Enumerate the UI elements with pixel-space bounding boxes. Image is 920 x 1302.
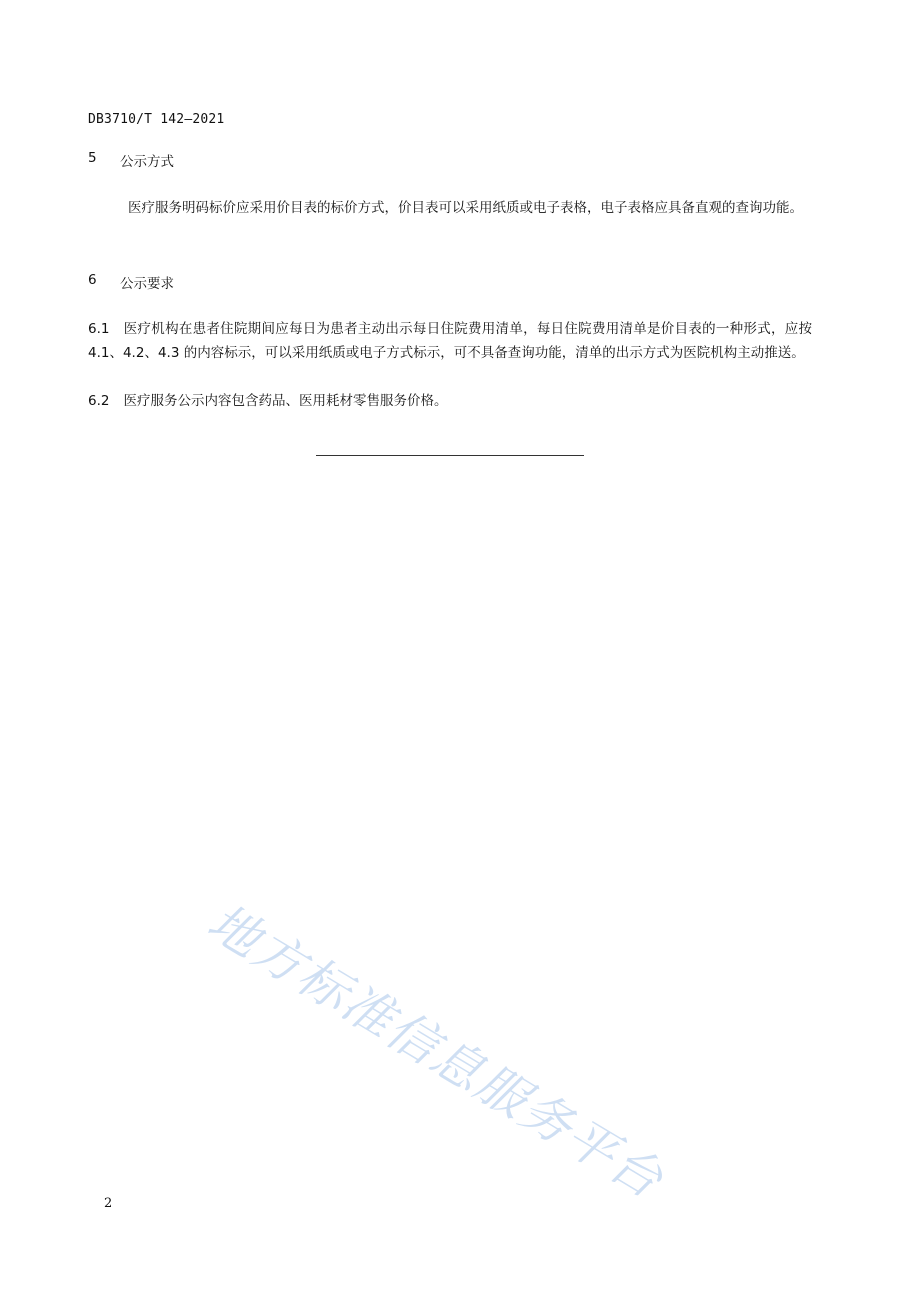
end-of-document-rule xyxy=(316,455,584,456)
clause-6-1-number: 6.1 xyxy=(88,321,110,337)
section-6-number: 6 xyxy=(88,272,97,288)
section-6-title: 公示要求 xyxy=(120,276,174,292)
section-5-heading xyxy=(88,150,174,170)
document-code: DB3710/T 142—2021 xyxy=(88,112,225,127)
clause-6-2 xyxy=(88,389,812,413)
clause-6-1-text: 医疗机构在患者住院期间应每日为患者主动出示每日住院费用清单，每日住院费用清单是价目表的一种形式，应按 4.1、4.2、4.3 的内容标示，可以采用纸质或电子方式标示，可不具备查询功能，清单的出示方式为医院机构主动推送。 xyxy=(88,321,812,361)
page-number: 2 xyxy=(104,1196,113,1211)
clause-6-1 xyxy=(88,317,812,365)
section-5-paragraph: 医疗服务明码标价应采用价目表的标价方式，价目表可以采用纸质或电子表格，电子表格应具备直观的查询功能。 xyxy=(128,200,803,216)
clause-6-2-text: 医疗服务公示内容包含药品、医用耗材零售服务价格。 xyxy=(123,393,448,409)
section-5-number: 5 xyxy=(88,150,97,166)
section-5-title: 公示方式 xyxy=(120,154,174,170)
section-6-heading xyxy=(88,272,174,292)
clause-6-2-number: 6.2 xyxy=(88,393,110,409)
watermark: 地方标准信息服务平台 xyxy=(198,892,674,1211)
